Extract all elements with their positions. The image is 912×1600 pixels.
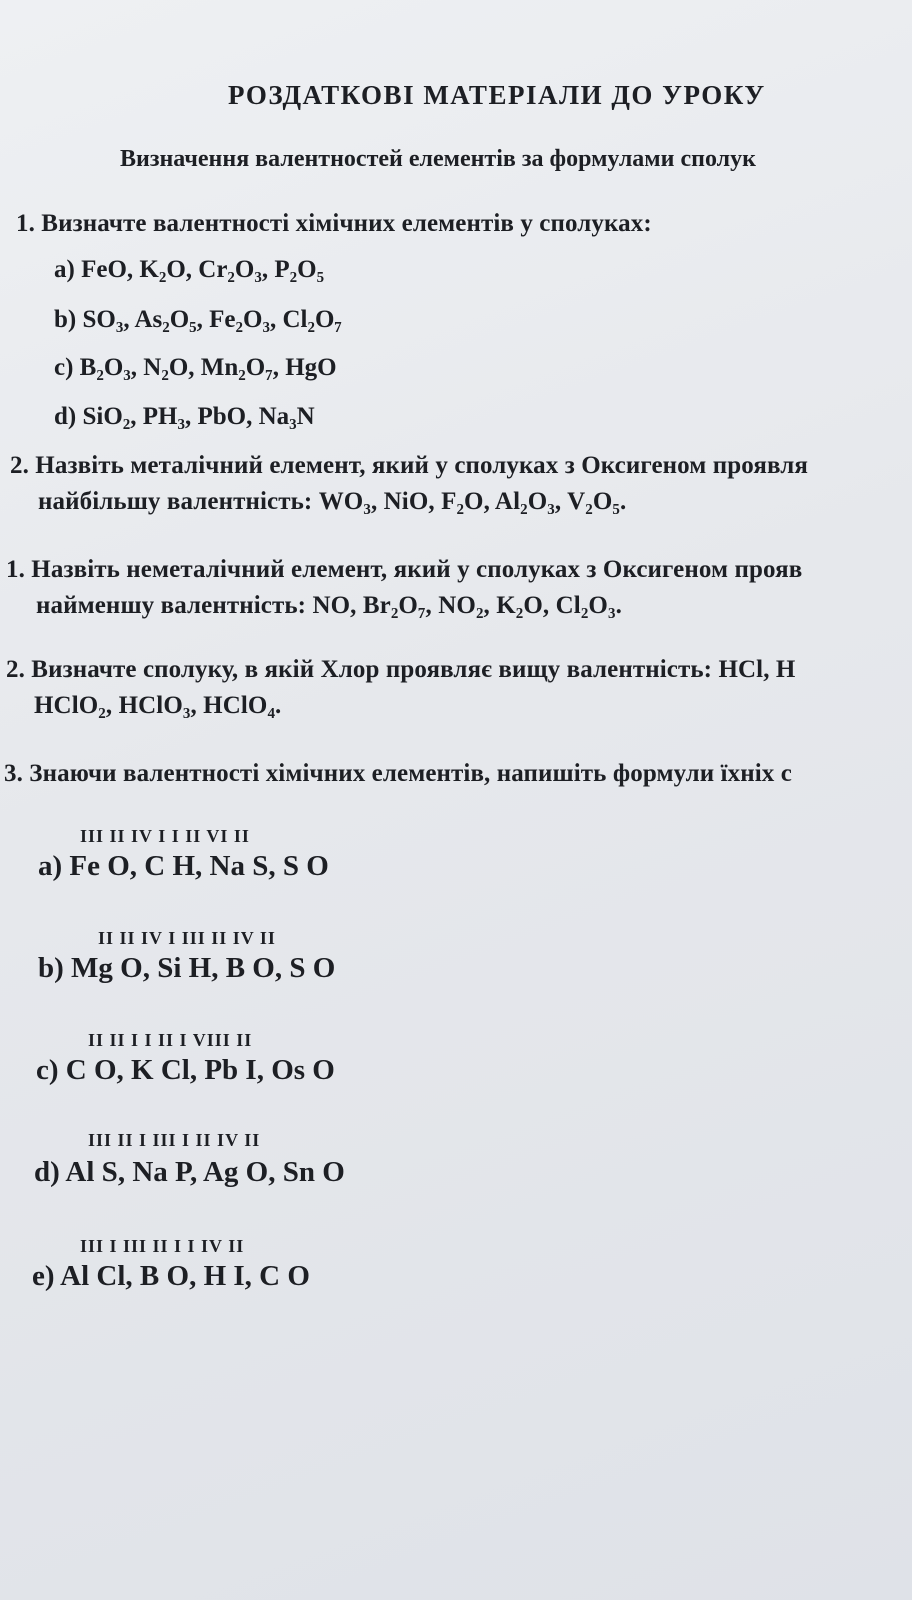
task4-line2: HClO₂, HClO₃, HClO₄.: [34, 692, 282, 719]
task4-line1: 2. Визначте сполуку, в якій Хлор проявляє вищу валентність: HCl, H: [6, 656, 796, 683]
task1-item-c: c) B₂O₃, N₂O, Mn₂O₇, HgO: [54, 354, 337, 381]
exercise-b-formulas: b) Mg O, Si H, B O, S O: [38, 952, 336, 984]
exercise-d-valences: III II I III I II IV II: [88, 1130, 261, 1150]
exercise-c-formulas: c) C O, K Cl, Pb I, Os O: [36, 1054, 335, 1086]
exercise-b-valences: II II IV I III II IV II: [98, 928, 276, 948]
exercise-c-valences: II II I I II I VIII II: [88, 1030, 253, 1050]
exercise-e-valences: III I III II I I IV II: [80, 1236, 245, 1256]
task5-text: 3. Знаючи валентності хімічних елементів, напишіть формули їхніх с: [4, 760, 792, 787]
task1-item-a: a) FeO, K₂O, Cr₂O₃, P₂O₅: [54, 256, 325, 283]
exercise-a-valences: III II IV I I II VI II: [80, 826, 250, 846]
exercise-a-formulas: a) Fe O, C H, Na S, S O: [38, 850, 329, 882]
task3-line1: 1. Назвіть неметалічний елемент, який у сполуках з Оксигеном прояв: [6, 556, 803, 583]
page-title: РОЗДАТКОВІ МАТЕРІАЛИ ДО УРОКУ: [228, 80, 766, 110]
task1-item-d: d) SiO₂, PH₃, PbO, Na₃N: [54, 403, 315, 430]
exercise-e-formulas: e) Al Cl, B O, H I, C O: [32, 1260, 310, 1292]
task3-line2: найменшу валентність: NO, Br₂O₇, NO₂, K₂O, Cl₂O₃.: [36, 592, 622, 619]
task2-line1: 2. Назвіть металічний елемент, який у сполуках з Оксигеном проявля: [10, 452, 809, 479]
page-subtitle: Визначення валентностей елементів за формулами сполук: [120, 146, 756, 172]
task1-item-b: b) SO₃, As₂O₅, Fe₂O₃, Cl₂O₇: [54, 306, 342, 333]
exercise-d-formulas: d) Al S, Na P, Ag O, Sn O: [34, 1156, 345, 1188]
task2-line2: найбільшу валентність: WO₃, NiO, F₂O, Al₂O₃, V₂O₅.: [38, 488, 627, 515]
task1-text: 1. Визначте валентності хімічних елементів у сполуках:: [16, 210, 652, 237]
